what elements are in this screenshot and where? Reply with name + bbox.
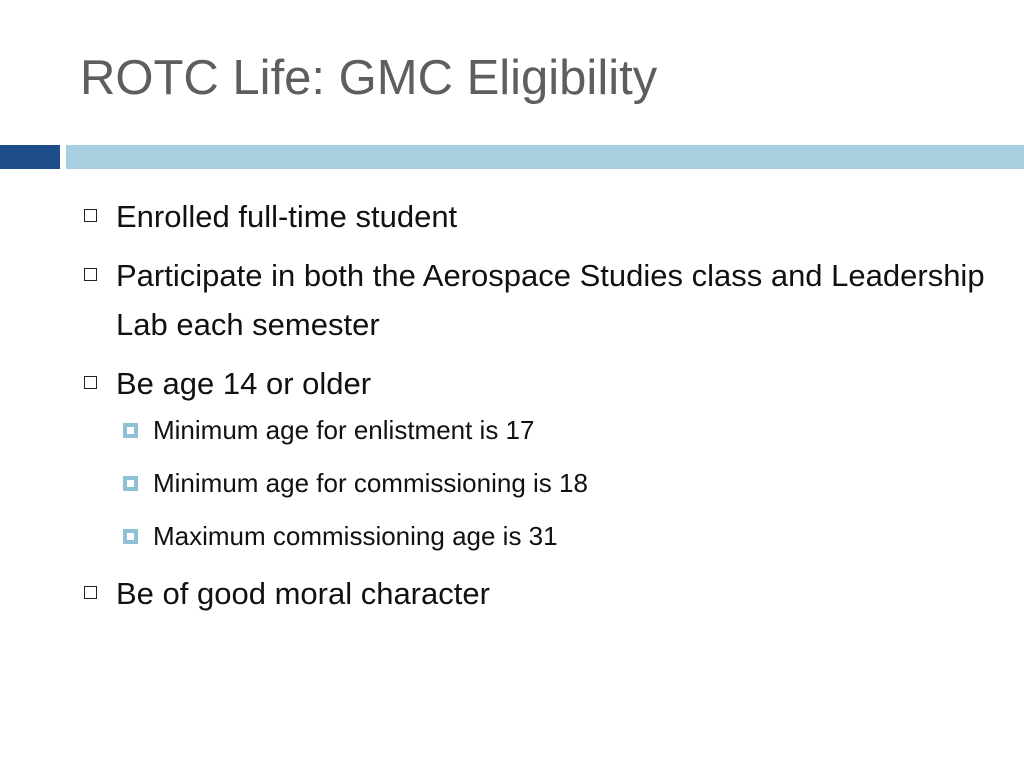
list-item-text: Be of good moral character xyxy=(116,576,490,611)
list-item xyxy=(82,251,1002,349)
sub-bullet-list xyxy=(116,410,1002,557)
square-bullet-icon xyxy=(84,376,97,389)
list-item-text: Enrolled full-time student xyxy=(116,199,458,234)
sub-list-item-text: Minimum age for enlistment is 17 xyxy=(153,415,535,445)
sub-list-item xyxy=(119,410,1002,451)
list-item xyxy=(82,359,1002,557)
sub-list-item-text: Maximum commissioning age is 31 xyxy=(153,521,558,551)
square-bullet-icon xyxy=(84,268,97,281)
slide-content xyxy=(82,192,1002,628)
sub-list-item xyxy=(119,516,1002,557)
list-item xyxy=(82,569,1002,618)
title-accent-bar-dark xyxy=(0,145,60,169)
list-item xyxy=(82,192,1002,241)
square-bullet-icon xyxy=(84,586,97,599)
filled-square-bullet-icon xyxy=(123,423,138,438)
title-accent-bar-light xyxy=(66,145,1024,169)
sub-list-item xyxy=(119,463,1002,504)
sub-list-item-text: Minimum age for commissioning is 18 xyxy=(153,468,588,498)
list-item-text: Be age 14 or older xyxy=(116,366,372,401)
slide-title: ROTC Life: GMC Eligibility xyxy=(80,51,658,105)
filled-square-bullet-icon xyxy=(123,476,138,491)
bullet-list xyxy=(82,192,1002,618)
square-bullet-icon xyxy=(84,209,97,222)
filled-square-bullet-icon xyxy=(123,529,138,544)
list-item-text: Participate in both the Aerospace Studies class and Leadership Lab each semester xyxy=(116,258,985,342)
